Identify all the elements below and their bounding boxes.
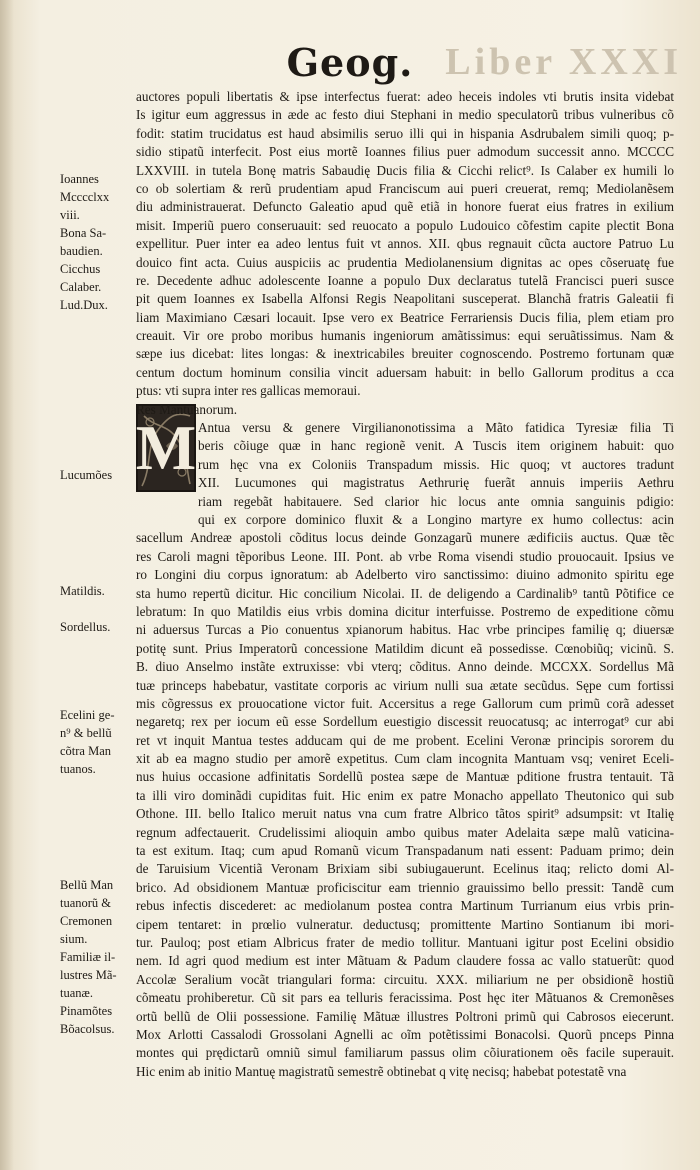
text-line: tuæ princeps habebatur, vastitate corporis ac virium nulli sua ætate secũdus. Sępe cum fortissi — [136, 677, 674, 693]
text-line: lebratum: In quo Matildis eius vrbis domina dicitur interfuisse. Postremo de expeditione cõmu — [136, 603, 674, 619]
text-line: ro Longini diu corpus ignoratum: ab Adelberto viro sanctissimo: diuino admonito spiritu ege — [136, 567, 674, 583]
text-line: creauit. Vir ore probo moribus humanis ingeniorum amãtissimus: equi seruãtissimus. Nam & — [136, 328, 674, 344]
text-line: Hic enim ab initio Mantuę magistratũ semestrẽ obtinebat q vitę necisq; habebat potestatẽ vna — [136, 1063, 627, 1079]
text-line: sæpe ius dicebat: lites longas: & inextricabiles breuiter cognoscendo. Postremo fortunam quæ — [136, 346, 674, 362]
text-line: rebus infectis discederet: ac mediolanum postea contra Martinum Turrianum eius vrbis prin- — [136, 898, 674, 914]
text-line: ret vt inquit Mantua testes adducam qui de me probent. Ecelini Veronæ principis sororem du — [136, 732, 674, 748]
text-line: Othone. III. bello Italico meruit natus vna cum fratre Albrico tãtos spirit⁹ adsumpsit: vt Italię — [136, 806, 674, 822]
text-line: potitę sunt. Prius Imperatorũ concessione Matildim dicunt eã possedisse. Cœnobiũq; vicinũ. S. — [136, 640, 674, 656]
text-line: ta est exitum. Itaq; cum apud Romanũ vicum Transpadanum nati essent: Paduam primo; dein — [136, 843, 674, 859]
text-line: riam regebãt habitauere. Sed clarior hic locus ante omnia sanguinis pdigio: — [198, 493, 674, 509]
text-line: Mox Arlotti Cassalodi Grossolani Agnelli ac oĩm potẽtissimi Bonacolsi. Quorũ pnceps Pinna — [136, 1026, 674, 1042]
text-line: XII. Lucumones qui magistratus Aethrurię fuerãt annuis imperiis Aethru — [198, 475, 674, 491]
text-line: centum doctum hominum consilia vincit aduersam habuit: in bello Gallorum proditus a cca — [136, 364, 674, 380]
text-line: brico. Ad obsidionem Mantuæ proficiscitur eam triennio grauissimo bello pressit: Tandẽ cum — [136, 879, 674, 895]
text-line: beris cõiuge quæ in hanc regionẽ venit. A Tuscis item originem habuit: quo — [198, 438, 674, 454]
margin-note-matildis: Matildis. — [60, 584, 105, 598]
text-line: sta humo repertũ dicitur. Hic concilium Nicolai. II. de deligendo a Cardinalib⁹ tantũ Põtifice ce — [136, 585, 674, 601]
text-line: co ob solertiam & rerũ prudentiam apud Franciscum aui pueri creuerat, remq; Mediolanẽsem — [136, 180, 674, 196]
text-line: liam Maximiano Cæsari locauit. Ipse vero ex Beatrice Ferrariensis Ducis filia, plem etiam pro — [136, 309, 674, 325]
margin-note-ecelini: Ecelini ge- n⁹ & bellũ cõtra Man tuanos. — [60, 708, 115, 776]
text-line: tur. Pauloq; post etiam Albricus frater de medio tollitur. Mantuani igitur post Ecelini obsidio — [136, 934, 674, 950]
text-line: montes qui prędictarũ omniũ simul familiarum passus olim cõiurationem oẽs facile superauit. — [136, 1045, 674, 1061]
text-line: regnum adfectauerit. Crudelissimi alioquin ambo quibus mater Adelaita sæpe malũ vaticina- — [136, 824, 674, 840]
text-line: sacellum Andreæ apostoli cõditus locus deinde Gonzagarũ munere ædificiis auctus. Quæ tẽc — [136, 530, 674, 546]
text-line: ni aduersus Turcas a Pio conuentus xpianorum habitus. Hac vrbe principes familię q; diuersæ — [136, 622, 674, 638]
margin-note-sordellus: Sordellus. — [60, 620, 111, 634]
text-line: fodit: statim trucidatus est haud absimilis seruo illi qui in hispania Asdrubalem simili quoq; p- — [136, 125, 674, 141]
running-header: Geog. — [286, 40, 414, 85]
text-line: misit. Imperiũ puero conseruauit: sed reuocato a populo Ludouico cõfestim capite plectit Bona — [136, 217, 674, 233]
text-line: res Caroli magni tẽporibus Leone. III. Pont. ab vrbe Roma visendi studio prouocauit. Ipsius ve — [136, 548, 674, 564]
body-text — [136, 88, 674, 1081]
margin-note-ioannes: Ioannes Mcccclxx viii. Bona Sa- baudien. Cicchus Calaber. Lud.Dux. — [60, 172, 110, 312]
margin-note-lucumones: Lucumões — [60, 468, 113, 482]
text-line: de Taruisium Vicentiã Veronam Brixiam sibi subiugauerunt. Ecelinus itaq; relicto domi Al- — [136, 861, 674, 877]
text-line: ta illi viro dominãdi cupiditas fuit. Hic enim ex patre Monacho appellato Theutonico qui sub — [136, 787, 674, 803]
text-line: nem. Id agri quod medium est inter Mãtuam & Padum claudere fossa ac vallo statuerũt: quod — [136, 953, 674, 969]
text-line: pit quem Ioannes ex Isabella Alfonsi Regis Neapolitani susceperat. Blanchã fratris Galeatii fi — [136, 291, 674, 307]
section-heading: Res Mantuanorum. — [136, 401, 238, 417]
text-line: cõmeatu prohiberetur. Cũ sit pars ea telluris feracissima. Post hęc iter Mãtuanos & Cremonẽses — [136, 990, 674, 1006]
text-line: Is igitur eum aggressus in æde ac festo diui Stephani in medio speculatorũ tribus vulneribus cõ — [136, 107, 674, 123]
initial-letter: M — [135, 412, 197, 483]
bleed-through-header: Liber XXXI — [445, 41, 682, 83]
text-line: nus huius occasione adfinitatis Sordellũ postea sæpe de Mantuæ pditione frustra tentauit. Tã — [136, 769, 674, 785]
text-line: auctores populi libertatis & ipse interfectus fuerat: adeo heceis indoles vti brutis insita videbat — [136, 89, 674, 104]
text-line: diu administrauerat. Defuncto Galeatio apud quẽ etiã in honore fuerat eius fratres in exilium — [136, 199, 674, 215]
text-line: douico fint acta. Cuius auspiciis ac prudentia Mediolanensium dignitas ac opes cõseruatę fue — [136, 254, 674, 270]
text-line: Antua versu & genere Virgilianonotissima a Mãto fatidica Tyresiæ filia Ti — [198, 420, 674, 436]
text-line: negaretq; rex per iocum eũ esse Sordellum euestigio discessit reuocatusq; ac interrogat⁹ cur abi — [136, 714, 674, 730]
text-line: qui ex corpore dominico fluxit & a Longino martyre ex humo collectus: acin — [198, 511, 674, 527]
gutter-shadow — [0, 0, 14, 1170]
text-line: B. diuo Anselmo instãte extruxisse: vbi vterq; cõditus. Anno deinde. MCCXX. Sordellus Mã — [136, 659, 674, 675]
margin-note-bellum-mantuanorum: Bellũ Man tuanorũ & Cremonen sium. Familiæ il- lustres Mã- tuanæ. Pinamõtes Bõacolsus. — [60, 878, 117, 1036]
text-line: sidio stipatũ interfecit. Post eius mortẽ Ioannes filius puer admodum successit anno. MCCCC — [136, 144, 674, 160]
text-line: Accolæ Seralium vocãt triangulari forma: circuitu. XXX. miliarium ne per obsidionẽ hostiũ — [136, 971, 674, 987]
text-line: mis cõgressus ex prouocatione victor fuit. Accersitus a rege Gallorum cum primũ corã adesset — [136, 695, 674, 711]
text-line: LXXVIII. in tutela Bonę matris Sabaudię Ducis filia & Cicchi relict⁹. Is Calaber ex humili lo — [136, 162, 674, 178]
text-line: ortũ bellũ de Olii possessione. Familię Mãtuæ illustres Poltroni primũ qui Cabrosos eiecerunt. — [136, 1008, 674, 1024]
text-line: re. Decedente adhuc adolescente Ioanne a populo Dux declaratus tutelã Francisci pueri susce — [136, 272, 674, 288]
text-line: cipem tentaret: in prœlio vulneratur. deductusq; promittente Martino Sontianum ibi mori- — [136, 916, 674, 932]
text-line: rum hęc vna ex Coloniis Transpadum missis. Hic quoq; vt auctores tradunt — [198, 456, 674, 472]
text-line: ptus: vti supra inter res gallicas memoraui. — [136, 383, 361, 399]
text-line: expellitur. Puer inter ea adeo lentus fuit vt annos. XII. qbus regnauit cũcta auctore Patruo Lu — [136, 236, 674, 252]
text-line: xit ab ea magno studio per amorẽ expetitus. Cum clam incognita Mantuam vsq; veniret Eceli- — [136, 751, 674, 767]
